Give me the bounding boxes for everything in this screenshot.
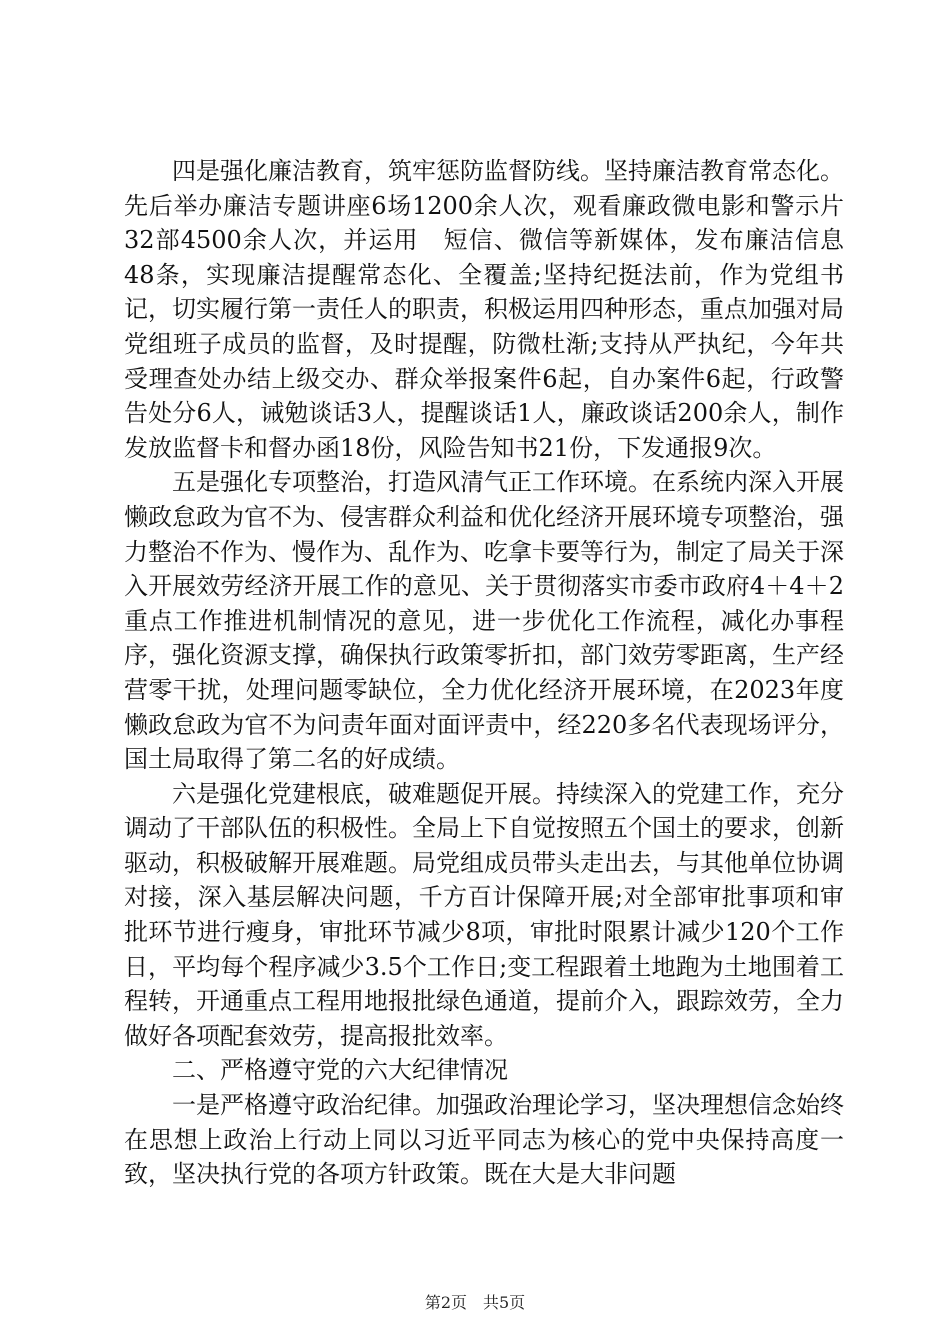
paragraph-special-rectification: 五是强化专项整治，打造风清气正工作环境。在系统内深入开展懒政怠政为官不为、侵害群众利益和优化经济开展环境专项整治，强力整治不作为、慢作为、乱作为、吃拿卡要等行为，制定了局关于深入开展效劳经济开展工作的意见、关于贯彻落实市委市政府4＋4＋2重点工作推进机制情况的意见，进一步优化工作流程，减化办事程序，强化资源支撑，确保执行政策零折扣，部门效劳零距离，生产经营零干扰，处理问题零缺位，全力优化经济开展环境，在2023年度懒政怠政为官不为问责年面对面评责中，经220多名代表现场评分，国土局取得了第二名的好成绩。 [124, 468, 844, 774]
document-body [124, 154, 844, 1192]
paragraph-integrity-education: 四是强化廉洁教育，筑牢惩防监督防线。坚持廉洁教育常态化。先后举办廉洁专题讲座6场1200余人次，观看廉政微电影和警示片32部4500余人次，并运用 短信、微信等新媒体，发布廉洁信息48条，实现廉洁提醒常态化、全覆盖;坚持纪挺法前，作为党组书记，切实履行第一责任人的职责，积极运用四种形态，重点加强对局党组班子成员的监督，及时提醒，防微杜渐;支持从严执纪，今年共受理查处办结上级交办、群众举报案件6起，自办案件6起，行政警告处分6人，诫勉谈话3人，提醒谈话1人，廉政谈话200余人，制作发放监督卡和督办函18份，风险告知书21份，下发通报9次。 [124, 157, 844, 462]
section-heading-six-disciplines: 二、严格遵守党的六大纪律情况 [172, 1056, 508, 1085]
paragraph-political-discipline: 一是严格遵守政治纪律。加强政治理论学习，坚决理想信念始终在思想上政治上行动上同以习近平同志为核心的党中央保持高度一致，坚决执行党的各项方针政策。既在大是大非问题 [124, 1091, 844, 1189]
page-number-footer: 第2页 共5页 [424, 1293, 526, 1312]
paragraph-party-building: 六是强化党建根底，破难题促开展。持续深入的党建工作，充分调动了干部队伍的积极性。全局上下自觉按照五个国土的要求，创新驱动，积极破解开展难题。局党组成员带头走出去，与其他单位协调对接，深入基层解决问题，千方百计保障开展;对全部审批事项和审批环节进行瘦身，审批环节减少8项，审批时限累计减少120个工作日，平均每个程序减少3.5个工作日;变工程跟着土地跑为土地围着工程转，开通重点工程用地报批绿色通道，提前介入，跟踪效劳，全力做好各项配套效劳，提高报批效率。 [124, 779, 844, 1050]
